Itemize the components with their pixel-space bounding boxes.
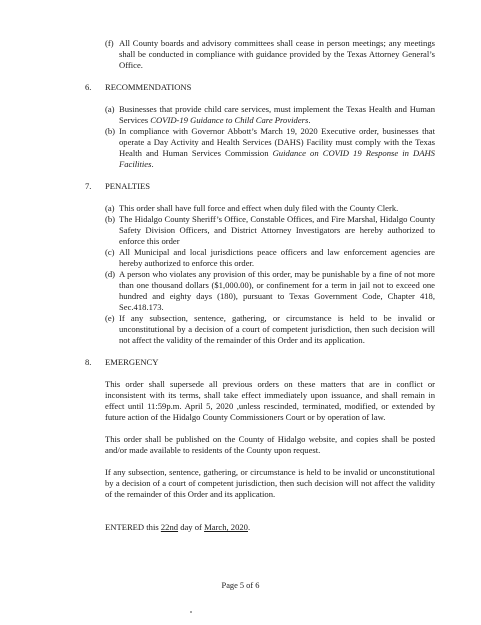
list-item bbox=[105, 126, 435, 170]
item-label: (e) bbox=[105, 313, 115, 323]
section-title: RECOMMENDATIONS bbox=[105, 82, 192, 92]
section-title: PENALTIES bbox=[105, 181, 151, 191]
item-text: Businesses that provide child care services, must implement the Texas Health and Human Services bbox=[119, 104, 435, 125]
list-item bbox=[105, 203, 435, 214]
item-label: (d) bbox=[105, 269, 116, 279]
penalties-list bbox=[105, 203, 435, 346]
list-item bbox=[105, 104, 435, 126]
item-text: This order shall have full force and effect when duly filed with the County Clerk. bbox=[119, 203, 399, 213]
item-label: (f) bbox=[105, 38, 114, 48]
recommendations-list bbox=[105, 104, 435, 170]
entered-prefix: ENTERED this bbox=[105, 522, 161, 532]
page-number: Page 5 of 6 bbox=[221, 581, 260, 590]
list-item bbox=[105, 247, 435, 269]
paragraph: If any subsection, sentence, gathering, or circumstance is held to be invalid or unconstitutional by a decision of a court of competent jurisdiction, then such decision will not affect the validity of the remainder of this Order and its application. bbox=[105, 467, 435, 499]
item-text: The Hidalgo County Sheriff’s Office, Constable Offices, and Fire Marshal, Hidalgo County Safety Division Officers, and District Attorney Investigators are hereby authorized to enforce this order bbox=[119, 214, 435, 246]
list-item bbox=[105, 269, 435, 313]
item-text: In compliance with Governor Abbott’s March 19, 2020 Executive order, businesses that operate a Day Activity and Health Services (DAHS) Facility must comply with the Texas Health and Human Services Commission bbox=[119, 126, 435, 158]
item-text-end: . bbox=[151, 159, 154, 169]
item-f bbox=[105, 38, 435, 71]
section-heading-recommendations bbox=[85, 82, 435, 93]
item-text-italic: COVID-19 Guidance to Child Care Providers bbox=[150, 115, 309, 125]
item-text: All Municipal and local jurisdictions peace officers and law enforcement agencies are hereby authorized to enforce this order. bbox=[119, 247, 435, 268]
entered-middle: day of bbox=[178, 522, 205, 532]
item-label: (b) bbox=[105, 126, 116, 136]
entered-month: March, 2020 bbox=[204, 522, 248, 532]
section-number: 7. bbox=[85, 181, 92, 191]
item-text: All County boards and advisory committees shall cease in person meetings; any meetings shall be conducted in compliance with guidance provided by the Texas Attorney General’s Office. bbox=[119, 38, 435, 70]
item-text-italic: Guidance on COVID 19 Response in DAHS Facilities bbox=[119, 148, 435, 169]
entered-line bbox=[105, 522, 435, 533]
item-text: A person who violates any provision of this order, may be punishable by a fine of not more than one thousand dollars ($1,000.00), or confinement for a term in jail not to exceed one hundred and eighty days (180), pursuant to Texas Government Code, Chapter 418, Sec.418.173. bbox=[119, 269, 435, 312]
list-item bbox=[105, 214, 435, 247]
paragraph: This order shall supersede all previous orders on these matters that are in conflict or inconsistent with its terms, shall take effect immediately upon issuance, and shall remain in effect until 11:59p.m. April 5, 2020 ,unless rescinded, terminated, modified, or extended by future action of the Hidalgo County Commissioners Court or by operation of law. bbox=[105, 379, 435, 422]
item-text-end: . bbox=[308, 115, 311, 125]
list-item bbox=[105, 313, 435, 346]
scan-speck bbox=[190, 611, 192, 613]
section-heading-penalties bbox=[85, 181, 435, 192]
paragraph: This order shall be published on the County of Hidalgo website, and copies shall be posted and/or made available to residents of the County upon request. bbox=[105, 434, 435, 455]
document-body bbox=[85, 38, 435, 533]
item-label: (a) bbox=[105, 104, 115, 114]
item-label: (a) bbox=[105, 203, 115, 213]
item-label: (c) bbox=[105, 247, 115, 257]
entered-day: 22nd bbox=[160, 522, 179, 532]
section-heading-emergency bbox=[85, 357, 435, 368]
section-title: EMERGENCY bbox=[105, 357, 159, 367]
entered-suffix: . bbox=[247, 522, 251, 532]
item-label: (b) bbox=[105, 214, 116, 224]
item-text: If any subsection, sentence, gathering, or circumstance is held to be invalid or unconstitutional by a decision of a court of competent jurisdiction, then such decision will not affect the validity of the remainder of this Order and its application. bbox=[119, 313, 435, 345]
section-number: 6. bbox=[85, 82, 92, 92]
section-number: 8. bbox=[85, 357, 92, 367]
